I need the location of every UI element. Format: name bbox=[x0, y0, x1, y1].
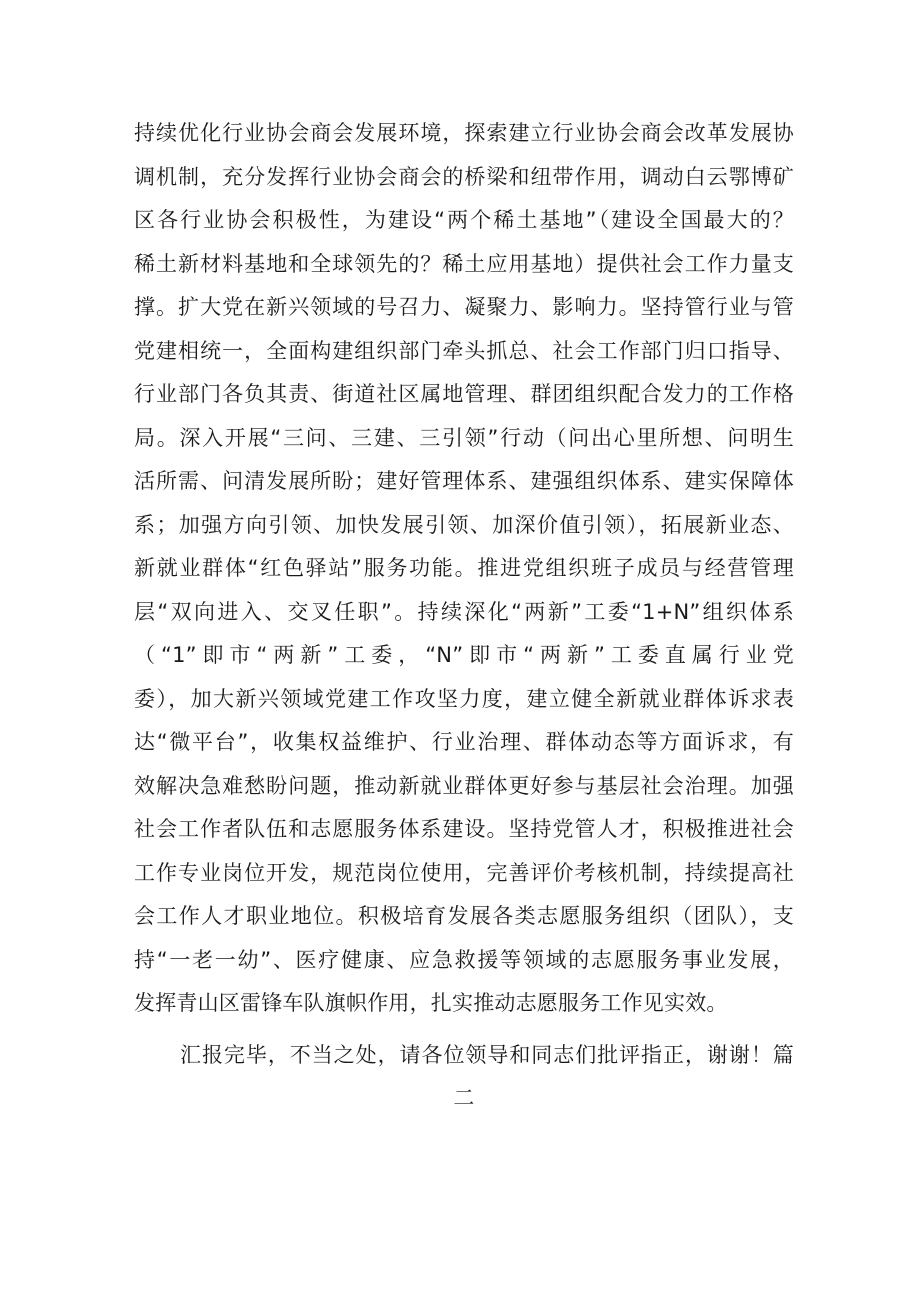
paragraph-line: 社会工作者队伍和志愿服务体系建设。坚持党管人才，积极推进社会 bbox=[134, 817, 794, 841]
paragraph-line: 达“微平台”，收集权益维护、行业治理、群体动态等方面诉求，有 bbox=[134, 730, 794, 754]
paragraph-line: 党建相统一，全面构建组织部门牵头抓总、社会工作部门归口指导、 bbox=[134, 338, 794, 363]
paragraph-line: 会工作人才职业地位。积极培育发展各类志愿服务组织（团队），支 bbox=[134, 904, 794, 928]
paragraph-line: 发挥青山区雷锋车队旗帜作用，扎实推动志愿服务工作见实效。 bbox=[134, 991, 728, 1015]
paragraph-line: 系；加强方向引领、加快发展引领、加深价值引领），拓展新业态、 bbox=[134, 512, 794, 537]
paragraph-line: 调机制，充分发挥行业协会商会的桥梁和纽带作用，调动白云鄂博矿 bbox=[134, 164, 794, 189]
paragraph-line: 效解决急难愁盼问题，推动新就业群体更好参与基层社会治理。加强 bbox=[134, 773, 794, 798]
body-text bbox=[134, 112, 794, 1121]
paragraph-line: 委），加大新兴领域党建工作攻坚力度，建立健全新就业群体诉求表 bbox=[134, 686, 794, 711]
paragraph-spacer bbox=[134, 1026, 794, 1034]
paragraph-line: 活所需、问清发展所盼；建好管理体系、建强组织体系、建实保障体 bbox=[134, 469, 794, 493]
paragraph-line: 行业部门各负其责、街道社区属地管理、群团组织配合发力的工作格 bbox=[134, 382, 794, 406]
paragraph-line: 新就业群体“红色驿站”服务功能。推进党组织班子成员与经营管理 bbox=[134, 556, 794, 580]
closing-line: 汇报完毕，不当之处，请各位领导和同志们批评指正，谢谢！篇 bbox=[180, 1042, 794, 1067]
paragraph-line: 层“双向进入、交叉任职”。持续深化“两新”工委“1+N”组织体系 bbox=[134, 599, 794, 624]
paragraph-line: 稀土新材料基地和全球领先的？稀土应用基地）提供社会工作力量支 bbox=[134, 251, 794, 276]
paragraph-line: （“1”即市“两新”工委，“N”即市“两新”工委直属行业党 bbox=[134, 643, 794, 667]
paragraph-line: 持续优化行业协会商会发展环境，探索建立行业协会商会改革发展协 bbox=[134, 121, 794, 145]
paragraph-line: 工作专业岗位开发，规范岗位使用，完善评价考核机制，持续提高社 bbox=[134, 860, 794, 885]
section-marker: 二 bbox=[453, 1086, 475, 1110]
paragraph-line: 撑。扩大党在新兴领域的号召力、凝聚力、影响力。坚持管行业与管 bbox=[134, 295, 794, 319]
paragraph-line: 局。深入开展“三问、三建、三引领”行动（问出心里所想、问明生 bbox=[134, 425, 794, 450]
paragraph-line: 区各行业协会积极性，为建设“两个稀土基地”（建设全国最大的？ bbox=[134, 208, 794, 232]
paragraph-line: 持“一老一幼”、医疗健康、应急救援等领域的志愿服务事业发展， bbox=[134, 947, 794, 972]
